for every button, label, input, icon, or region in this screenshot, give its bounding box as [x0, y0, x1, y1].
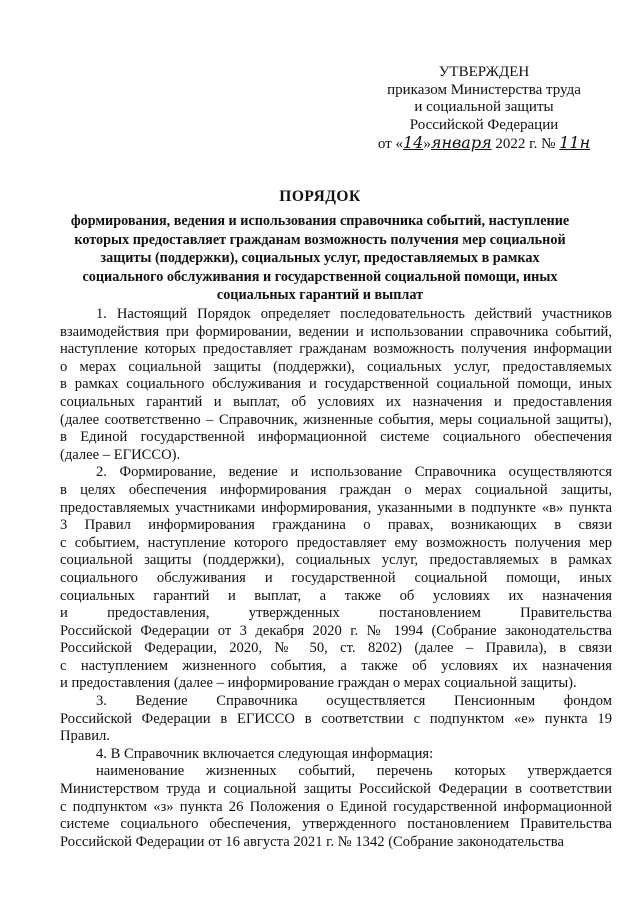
document-subtitle: [62, 212, 578, 305]
approval-stamp: [360, 64, 608, 154]
subtitle-line: защиты (поддержки), социальных услуг, предоставляемых в рамках: [100, 250, 540, 266]
document-title: ПОРЯДОК: [279, 188, 361, 205]
paragraph-line: взаимодействия при формировании, ведении и использовании справочника событий,: [60, 323, 612, 340]
paragraph-line: и предоставления, утвержденных постановлением Правительства: [60, 605, 612, 622]
paragraph: [60, 464, 612, 693]
paragraph-line: с наступлением жизненного события, а также об условиях их назначения: [60, 657, 612, 674]
paragraph-line: в рамках социального обслуживания и государственной социальной помощи, иных: [60, 376, 612, 393]
handwritten-month: января: [430, 133, 492, 153]
paragraph-line: 4. В Справочник включается следующая информация:: [96, 745, 434, 762]
paragraph-line: 3. Ведение Справочника осуществляется Пенсионным фондом: [96, 693, 612, 710]
paragraph-line: социальных гарантий и выплат, об условиях их назначения и предоставления: [60, 393, 612, 410]
subtitle-line: которых предоставляет гражданам возможность получения мер социальной: [74, 231, 566, 248]
approval-line-1: приказом Министерства труда: [387, 81, 581, 98]
handwritten-day: 14: [402, 133, 424, 153]
paragraph: [60, 306, 612, 464]
paragraph-line: 3 Правил информирования гражданина о правах, возникающих в связи: [60, 517, 612, 534]
date-year: 2022 г. №: [495, 136, 556, 153]
approval-line-3: Российской Федерации: [409, 116, 559, 133]
paragraph-line: 1. Настоящий Порядок определяет последовательность действий участников: [96, 306, 612, 322]
handwritten-number: 11н: [559, 133, 591, 153]
paragraph-line: социальных гарантий и выплат, а также об условиях их назначения: [60, 587, 612, 604]
approval-date: [360, 134, 608, 154]
paragraph-line: в целях обеспечения информирования граждан о мерах социальной защиты,: [60, 481, 612, 498]
paragraph-line: системе социального обеспечения, утвержденного постановлением Правительства: [60, 816, 612, 833]
paragraph-line: Министерством труда и социальной защиты Российской Федерации в соответствии: [60, 781, 612, 798]
subtitle-line: формирования, ведения и использования справочника событий, наступление: [70, 213, 570, 229]
paragraph-line: наименование жизненных событий, перечень которых утверждается: [96, 763, 612, 780]
paragraph-line: о мерах социальной защиты (поддержки), социальных услуг, предоставляемых: [60, 358, 612, 375]
document-body: [60, 306, 612, 851]
paragraph: [60, 693, 612, 746]
paragraph: [60, 763, 612, 851]
paragraph-line: социального обслуживания и государственной социальной помощи, иных: [60, 569, 612, 586]
paragraph-line: Российской Федерации от 16 августа 2021 г. № 1342 (Собрание законодательства: [60, 833, 564, 850]
document-title-block: [62, 188, 578, 305]
paragraph-line: 2. Формирование, ведение и использование Справочника осуществляются: [96, 464, 612, 481]
approval-heading: УТВЕРЖДЕН: [438, 64, 530, 80]
paragraph-line: в Единой государственной информационной системе социального обеспечения: [60, 429, 612, 446]
paragraph: [60, 746, 612, 764]
paragraph-line: (далее – ЕГИССО).: [60, 446, 181, 463]
paragraph-line: предоставляемых участниками информирования, указанными в подпункте «в» пункта: [60, 499, 612, 516]
paragraph-line: Российской Федерации в ЕГИССО в соответствии с подпунктом «е» пункта 19: [60, 710, 612, 727]
paragraph-line: (далее соответственно – Справочник, жизненные события, меры социальной защиты),: [60, 411, 612, 428]
paragraph-line: и предоставления (далее – информирование граждан о мерах социальной защиты).: [60, 675, 577, 692]
approval-line-2: и социальной защиты: [414, 99, 554, 116]
subtitle-line: социального обслуживания и государственной социальной помощи, иных: [82, 268, 558, 285]
paragraph-line: наступление которых предоставляет гражданам возможность получения информации: [60, 341, 612, 358]
date-mid: »: [423, 136, 431, 153]
date-prefix: от «: [377, 136, 403, 153]
paragraph-line: с событием, наступление которого предоставляет ему возможность получения мер: [60, 534, 612, 551]
paragraph-line: Правил.: [60, 728, 110, 745]
paragraph-line: социальной защиты (поддержки), социальных услуг, предоставляемых в рамках: [60, 552, 612, 569]
paragraph-line: Российской Федерации, 2020, № 50, ст. 8202) (далее – Правила), в связи: [60, 640, 612, 657]
paragraph-line: с подпунктом «з» пункта 26 Положения о Единой государственной информационной: [60, 798, 612, 815]
subtitle-line: социальных гарантий и выплат: [216, 287, 424, 303]
paragraph-line: Российской Федерации от 3 декабря 2020 г. № 1994 (Собрание законодательства: [60, 622, 612, 639]
